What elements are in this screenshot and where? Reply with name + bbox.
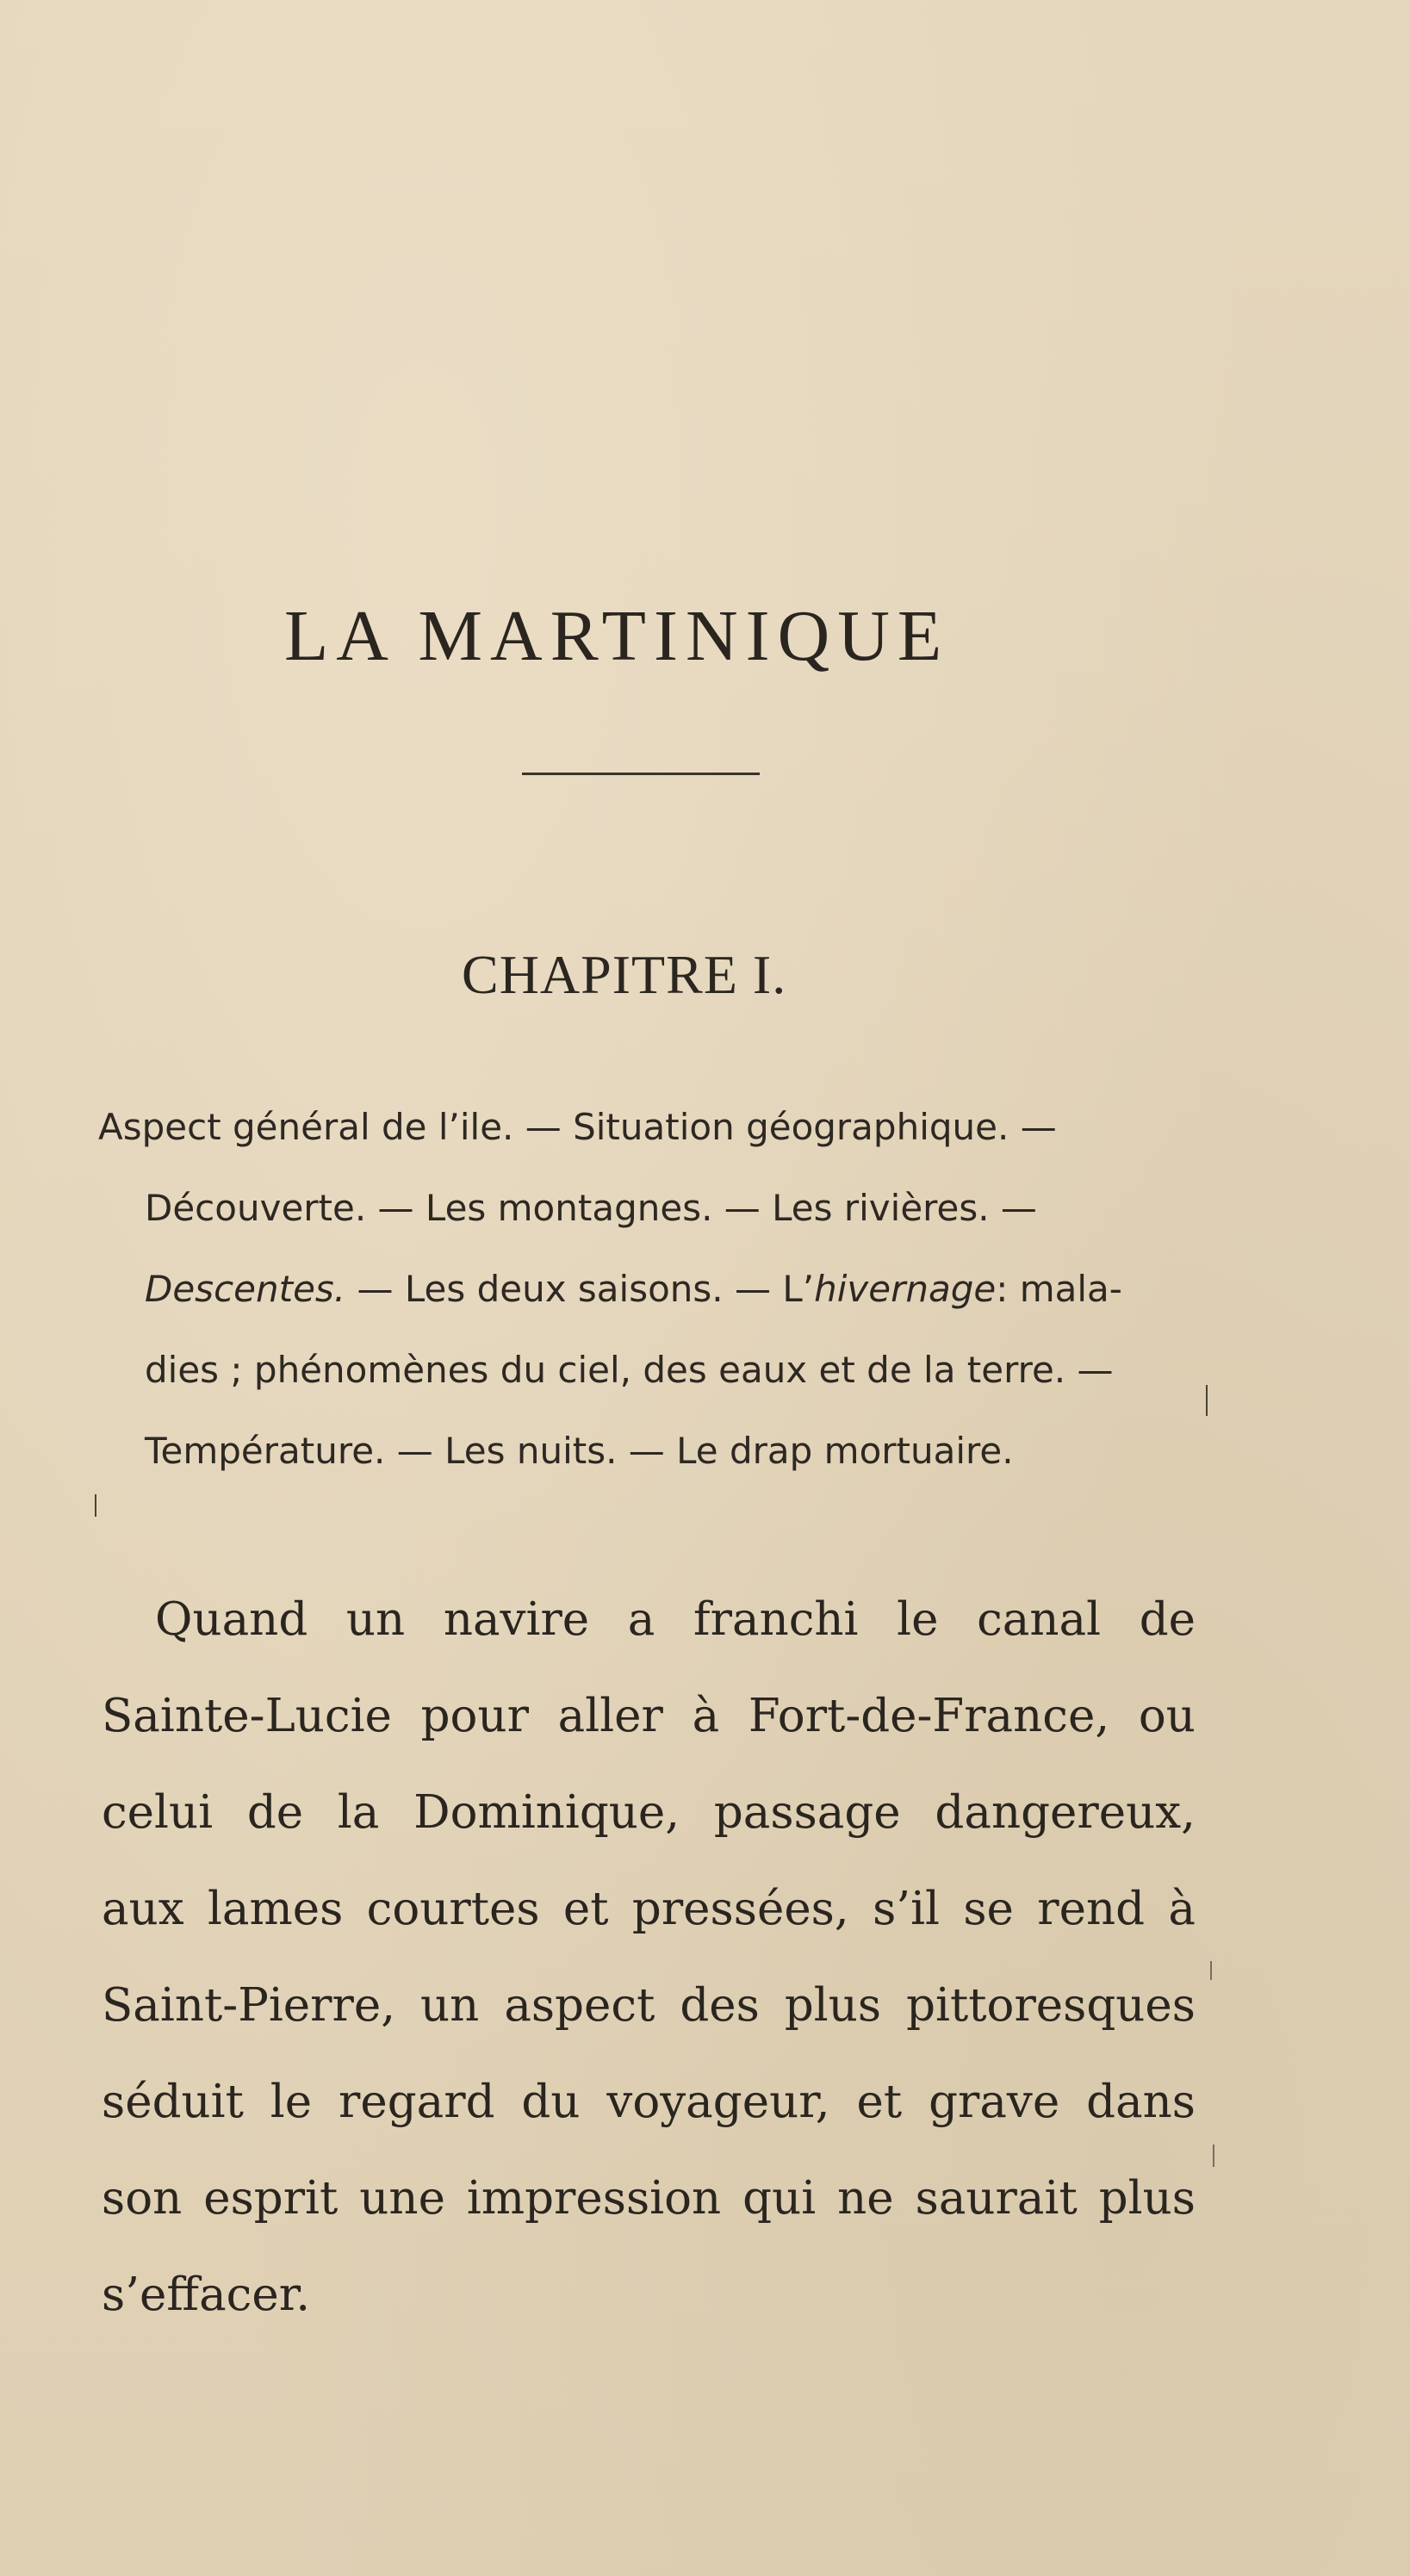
body-line [102,1668,1196,1765]
body-word: Saint-Pierre, [102,1979,396,2032]
body-word: aspect [504,1979,655,2032]
body-word: son [102,2172,183,2225]
chapter-summary [98,1087,1209,1492]
body-word: un [345,1593,406,1646]
body-word: de [1139,1593,1196,1646]
body-word: Dominique, [413,1786,680,1839]
summary-text: : mala- [996,1268,1122,1310]
body-word: dans [1086,2076,1196,2128]
body-word: esprit [203,2172,339,2225]
body-word: passage [713,1786,901,1839]
body-word: à [1168,1883,1196,1935]
summary-text: — Les deux saisons. — L’ [345,1268,815,1310]
body-word: se [963,1883,1014,1935]
body-word: ne [837,2172,894,2225]
body-word: navire [443,1593,590,1646]
body-word: le [270,2076,313,2128]
body-word: et [562,1883,609,1935]
body-word: courtes [366,1883,540,1935]
body-word: une [359,2172,445,2225]
body-line [102,1958,1196,2054]
body-word: dangereux, [935,1786,1196,1839]
body-word: séduit [102,2076,244,2128]
body-word: rend [1037,1883,1146,1935]
margin-mark [1210,1961,1212,1980]
body-line [102,1765,1196,1861]
body-word: un [420,1979,480,2032]
body-word: de [246,1786,304,1839]
body-word: grave [929,2076,1060,2128]
body-word: à [692,1690,720,1742]
body-word: aller [557,1690,663,1742]
margin-mark [1213,2145,1214,2167]
body-line: s’effacer. [102,2269,311,2321]
body-word: Fort-de-France, [748,1690,1110,1742]
body-word: pressées, [631,1883,849,1935]
summary-italic: hivernage [814,1268,997,1310]
body-word: pour [420,1690,529,1742]
summary-line [98,1249,1209,1330]
body-word: et [856,2076,903,2128]
body-word: saurait [915,2172,1078,2225]
body-word: regard [339,2076,495,2128]
body-line [102,2054,1196,2151]
summary-line: dies ; phénomènes du ciel, des eaux et de la terre. — [145,1349,1114,1391]
margin-mark [1206,1385,1208,1416]
body-word: lames [207,1883,344,1935]
body-word: franchi [693,1593,859,1646]
chapter-heading: CHAPITRE I. [462,944,787,1005]
body-word: Quand [155,1593,308,1646]
body-word: le [897,1593,939,1646]
body-word: qui [742,2172,817,2225]
body-line [102,2151,1196,2247]
body-word: celui [102,1786,214,1839]
page-title: LA MARTINIQUE [284,596,950,676]
body-word: des [680,1979,760,2032]
body-line [102,1572,1196,1668]
margin-mark [95,1494,96,1517]
body-word: pittoresques [906,1979,1196,2032]
body-word: a [627,1593,655,1646]
summary-line: Température. — Les nuits. — Le drap mortuaire. [145,1430,1014,1472]
body-word: aux [102,1883,184,1935]
body-word: s’il [873,1883,941,1935]
body-word: voyageur, [606,2076,830,2128]
body-word: du [521,2076,581,2128]
body-word: ou [1138,1690,1196,1742]
summary-line: Aspect général de l’ile. — Situation géographique. — [98,1106,1057,1148]
summary-line: Découverte. — Les montagnes. — Les rivières. — [145,1187,1037,1229]
summary-italic: Descentes. [145,1268,346,1310]
body-word: impression [466,2172,722,2225]
body-word: canal [977,1593,1102,1646]
body-paragraph [102,1572,1196,2343]
body-word: plus [784,1979,882,2032]
title-divider [522,773,760,775]
body-word: plus [1098,2172,1196,2225]
body-word: la [337,1786,380,1839]
body-line [102,1861,1196,1958]
body-word: Sainte-Lucie [102,1690,392,1742]
